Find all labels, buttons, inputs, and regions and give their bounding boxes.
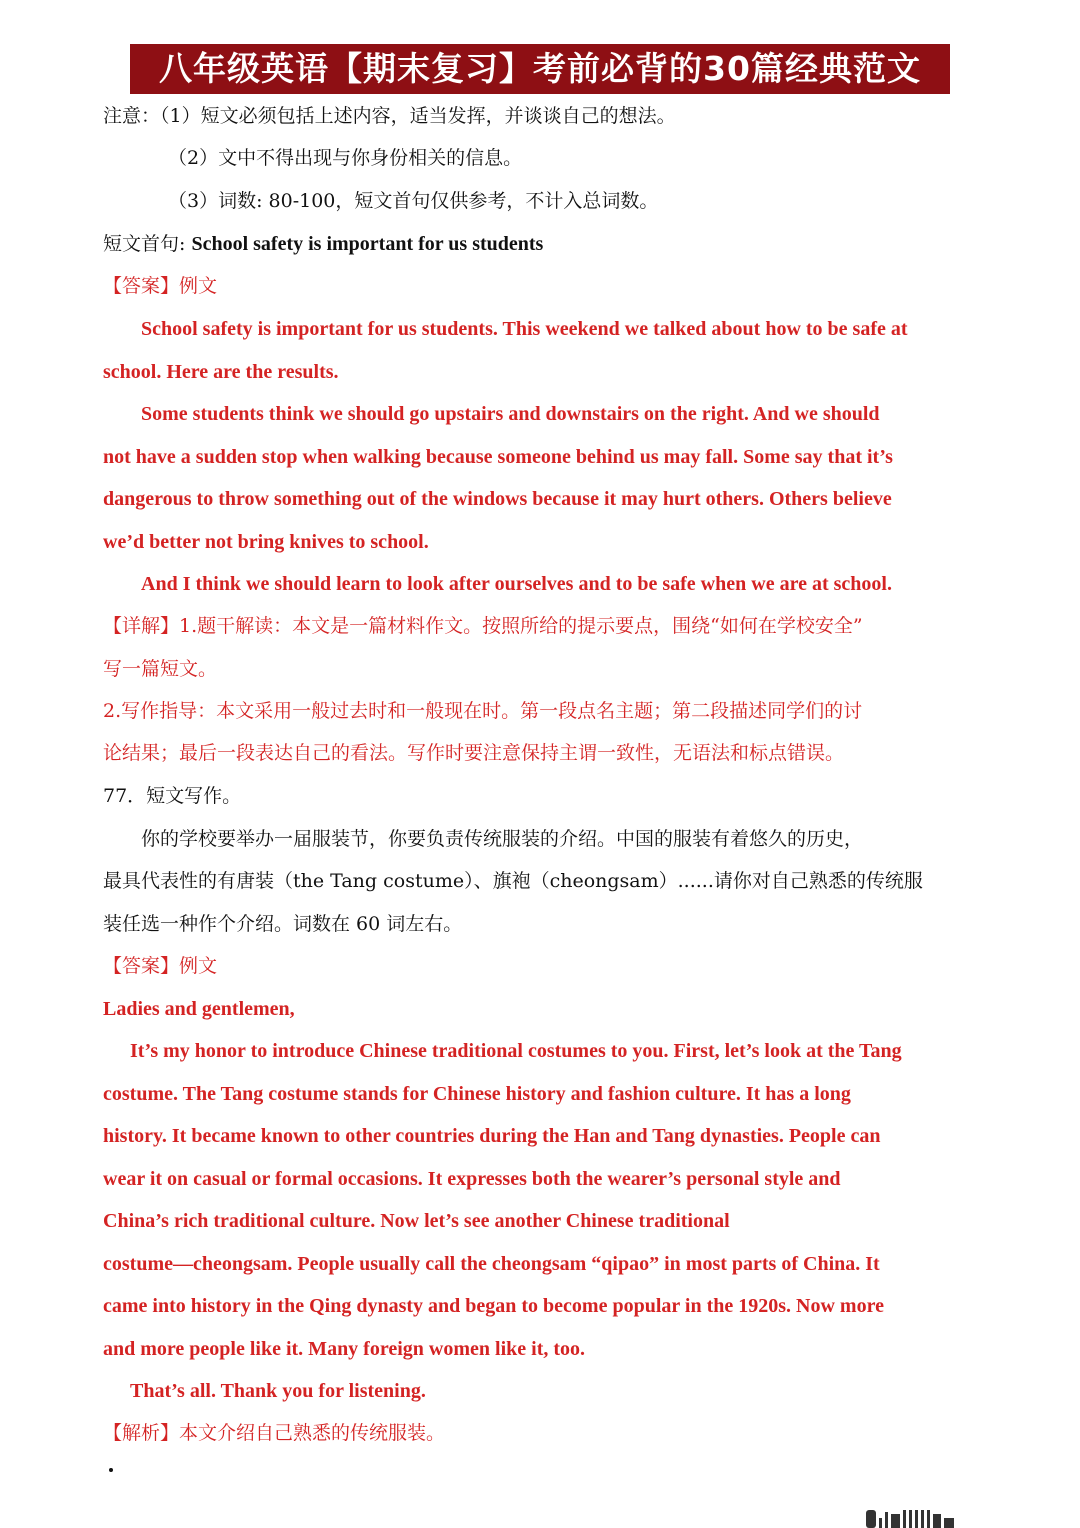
answer1-line: school. Here are the results. [103,361,339,383]
first-sentence-text: School safety is important for us students [191,233,544,255]
answer1-line: not have a sudden stop when walking because someone behind us may fall. Some say that it’s [103,446,893,468]
question-77-line: 最具代表性的有唐装（the Tang costume）、旗袍（cheongsam）......请你对自己熟悉的传统服 [103,870,923,892]
answer1-line: School safety is important for us students. This weekend we talked about how to be safe at [141,318,908,340]
answer2-line: That’s all. Thank you for listening. [130,1380,426,1402]
note-3: （3）词数: 80-100，短文首句仅供参考，不计入总词数。 [168,190,659,212]
answer2-line: costume. The Tang costume stands for Chinese history and fashion culture. It has a long [103,1083,851,1105]
bullet-dot [109,1468,113,1472]
answer1-line: we’d better not bring knives to school. [103,531,429,553]
answer2-line: China’s rich traditional culture. Now let’s see another Chinese traditional [103,1210,730,1232]
detail-line: 写一篇短文。 [103,658,218,680]
note-1: 注意：（1）短文必须包括上述内容，适当发挥，并谈谈自己的想法。 [103,105,676,127]
first-sentence-label: 短文首句: [103,233,186,255]
note-2: （2）文中不得出现与你身份相关的信息。 [168,147,523,169]
answer1-line: dangerous to throw something out of the windows because it may hurt others. Others believe [103,488,892,510]
first-sentence [103,231,983,257]
question-77-heading: 77．短文写作。 [103,785,242,807]
detail-line: 2.写作指导：本文采用一般过去时和一般现在时。第一段点名主题；第二段描述同学们的讨 [103,700,863,722]
answer2-line: came into history in the Qing dynasty and began to become popular in the 1920s. Now more [103,1295,884,1317]
answer2-line: costume—cheongsam. People usually call the cheongsam “qipao” in most parts of China. It [103,1253,880,1275]
question-77-line: 装任选一种作个介绍。词数在 60 词左右。 [103,913,463,935]
answer1-heading: 【答案】例文 [103,275,218,297]
answer1-line: Some students think we should go upstairs and downstairs on the right. And we should [141,403,880,425]
answer2-line: and more people like it. Many foreign women like it, too. [103,1338,586,1360]
detail-line: 【详解】1.题干解读：本文是一篇材料作文。按照所给的提示要点，围绕“如何在学校安全” [103,615,863,637]
answer2-heading: 【答案】例文 [103,955,218,977]
analysis: 【解析】本文介绍自己熟悉的传统服装。 [103,1422,446,1444]
document-title: 八年级英语【期末复习】考前必背的30篇经典范文 [130,44,950,94]
answer2-line: Ladies and gentlemen, [103,998,295,1020]
answer2-line: wear it on casual or formal occasions. It expresses both the wearer’s personal style and [103,1168,841,1190]
question-77-line: 你的学校要举办一届服装节，你要负责传统服装的介绍。中国的服装有着悠久的历史， [141,828,864,850]
answer2-line: history. It became known to other countries during the Han and Tang dynasties. People can [103,1125,881,1147]
detail-line: 论结果；最后一段表达自己的看法。写作时要注意保持主谓一致性，无语法和标点错误。 [103,742,845,764]
watermark-mark [866,1498,954,1528]
answer2-line: It’s my honor to introduce Chinese traditional costumes to you. First, let’s look at the Tang [130,1040,902,1062]
answer1-line: And I think we should learn to look after ourselves and to be safe when we are at school. [141,573,892,595]
